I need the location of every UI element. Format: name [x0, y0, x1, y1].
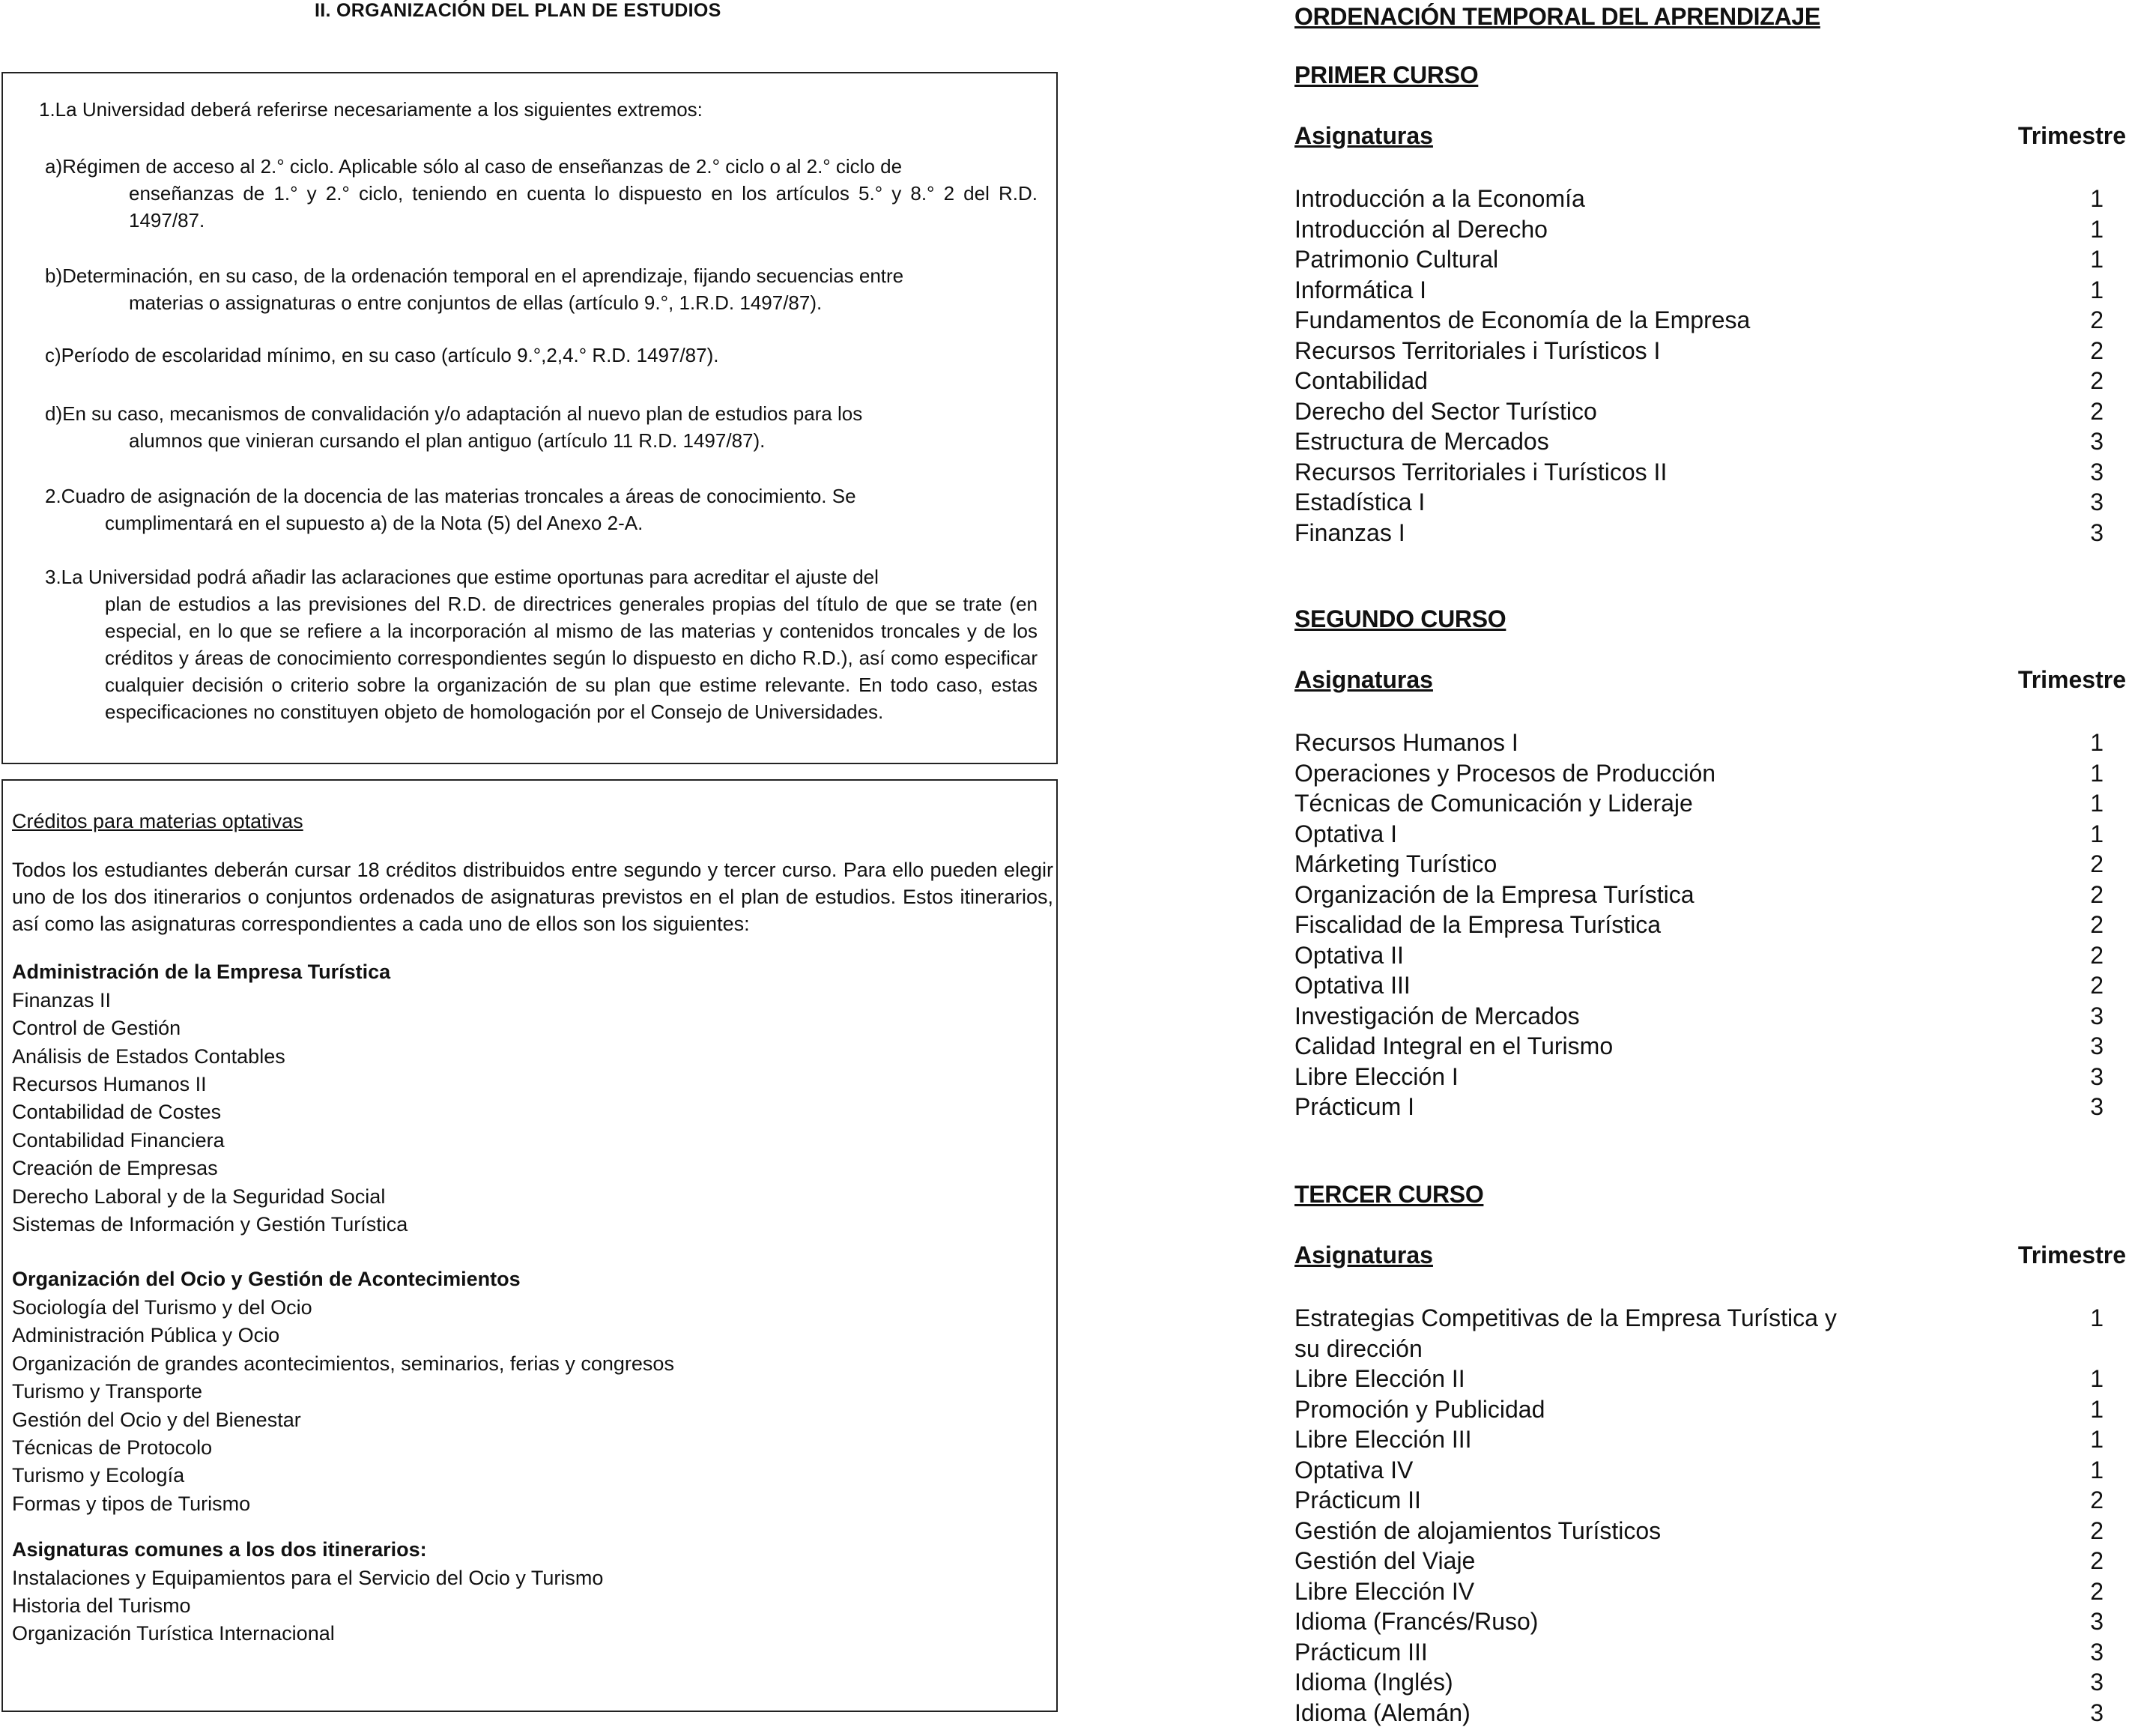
- course-title: TERCER CURSO: [1294, 1181, 1484, 1208]
- course-rows: [1294, 1303, 2126, 1728]
- instruction-b: [45, 262, 1038, 316]
- term-value: 2: [2090, 911, 2104, 938]
- subject-name: Optativa II: [1294, 941, 1404, 969]
- table-header: [1294, 1241, 2126, 1271]
- term-value: 2: [2090, 306, 2104, 333]
- table-row: [1294, 758, 2126, 789]
- table-row: [1294, 184, 2126, 214]
- term-value: 3: [2090, 1002, 2104, 1029]
- subject-name: Operaciones y Procesos de Producción: [1294, 759, 1716, 787]
- subject-name: Introducción al Derecho: [1294, 215, 1548, 243]
- subject-name: Gestión del Viaje: [1294, 1547, 1476, 1574]
- term-value: 1: [2090, 1365, 2104, 1392]
- table-row: [1294, 1546, 2126, 1576]
- column-subjects: Asignaturas: [1294, 666, 1433, 693]
- list-item: Contabilidad de Costes: [12, 1101, 222, 1124]
- table-row: [1294, 849, 2126, 880]
- term-value: 2: [2090, 1547, 2104, 1574]
- subject-name: Optativa IV: [1294, 1456, 1414, 1484]
- subject-name: Libre Elección II: [1294, 1365, 1465, 1392]
- itinerary-title: Administración de la Empresa Turística: [12, 961, 391, 984]
- term-value: 3: [2090, 1669, 2104, 1696]
- instruction-a-first: a)Régimen de acceso al 2.° ciclo. Aplicable sólo al caso de enseñanzas de 2.° ciclo o al 2.° ciclo de: [45, 155, 903, 178]
- optional-credits-title: Créditos para materias optativas: [12, 810, 303, 832]
- instruction-2: [45, 483, 1038, 536]
- table-row: [1294, 305, 2126, 336]
- subject-name: Técnicas de Comunicación y Lideraje: [1294, 790, 1693, 817]
- instruction-a: [45, 153, 1038, 234]
- schedule-title: ORDENACIÓN TEMPORAL DEL APRENDIZAJE: [1294, 3, 1820, 30]
- table-row: [1294, 1667, 2126, 1698]
- subject-name: Recursos Humanos I: [1294, 729, 1518, 756]
- list-item: Administración Pública y Ocio: [12, 1324, 280, 1347]
- list-item: Recursos Humanos II: [12, 1073, 207, 1096]
- subject-name: Promoción y Publicidad: [1294, 1395, 1545, 1423]
- subject-name: Prácticum II: [1294, 1487, 1421, 1513]
- term-value: 3: [2090, 1032, 2104, 1059]
- instruction-3: [45, 563, 1038, 725]
- table-row: [1294, 1394, 2126, 1425]
- term-value: 3: [2090, 1093, 2104, 1120]
- table-row: [1294, 1576, 2126, 1607]
- term-value: 1: [2090, 185, 2104, 212]
- list-item: Sistemas de Información y Gestión Turística: [12, 1213, 408, 1236]
- term-value: 2: [2090, 397, 2104, 425]
- subject-name: Estrategias Competitivas de la Empresa Turística y: [1294, 1304, 1837, 1331]
- subject-name: Organización de la Empresa Turística: [1294, 880, 1695, 908]
- optional-credits-intro: Todos los estudiantes deberán cursar 18 créditos distribuidos entre segundo y tercer curso. Para ello pueden elegir uno de los dos itinerarios o conjuntos ordenados de asignaturas previstos en el plan de estudios. Estos itinerarios, así como las asignaturas correspondientes a cada uno de ellos son los siguientes:: [12, 859, 1053, 936]
- table-row: [1294, 1001, 2126, 1032]
- list-item: Historia del Turismo: [12, 1594, 191, 1617]
- table-row: [1294, 1031, 2126, 1062]
- itinerary-title: Asignaturas comunes a los dos itinerarios:: [12, 1538, 427, 1561]
- term-value: 2: [2090, 1487, 2104, 1513]
- instruction-b-rest: materias o assignaturas o entre conjuntos de ellas (artículo 9.°, 1.R.D. 1497/87).: [129, 291, 823, 314]
- subject-name: Prácticum III: [1294, 1638, 1428, 1666]
- subject-name: Introducción a la Economía: [1294, 185, 1585, 212]
- course-title: PRIMER CURSO: [1294, 61, 1479, 88]
- subject-name: Estadística I: [1294, 489, 1426, 515]
- table-row: [1294, 788, 2126, 819]
- subject-name: Optativa III: [1294, 972, 1411, 999]
- subject-name: Calidad Integral en el Turismo: [1294, 1032, 1614, 1059]
- subject-name: Investigación de Mercados: [1294, 1002, 1580, 1029]
- instruction-d: [45, 400, 1038, 454]
- list-item: Análisis de Estados Contables: [12, 1044, 285, 1068]
- subject-name: Optativa I: [1294, 820, 1397, 847]
- term-value: 1: [2090, 215, 2104, 243]
- table-row: [1294, 214, 2126, 245]
- term-value: 1: [2090, 729, 2104, 756]
- term-value: 3: [2090, 428, 2104, 455]
- subject-name: Idioma (Inglés): [1294, 1669, 1453, 1696]
- subject-name: Finanzas I: [1294, 518, 1405, 546]
- subject-name: Idioma (Alemán): [1294, 1699, 1471, 1726]
- subject-name: Contabilidad: [1294, 367, 1428, 394]
- subject-name: su dirección: [1294, 1334, 1423, 1362]
- list-item: Control de Gestión: [12, 1017, 181, 1040]
- term-value: 2: [2090, 941, 2104, 969]
- list-item: Finanzas II: [12, 988, 112, 1011]
- table-row: [1294, 1424, 2126, 1455]
- term-value: 3: [2090, 489, 2104, 515]
- table-row: [1294, 1334, 2126, 1364]
- table-row: [1294, 457, 2126, 488]
- subject-name: Patrimonio Cultural: [1294, 246, 1499, 273]
- column-subjects: Asignaturas: [1294, 1241, 1433, 1268]
- list-item: Organización Turística Internacional: [12, 1622, 335, 1645]
- instruction-d-first: d)En su caso, mecanismos de convalidación y/o adaptación al nuevo plan de estudios para los: [45, 402, 863, 425]
- section-title: II. ORGANIZACIÓN DEL PLAN DE ESTUDIOS: [315, 0, 721, 21]
- table-row: [1294, 1303, 2126, 1334]
- term-value: 2: [2090, 1577, 2104, 1605]
- table-row: [1294, 426, 2126, 457]
- instruction-1: 1.La Universidad deberá referirse necesariamente a los siguientes extremos:: [39, 98, 703, 121]
- table-header: [1294, 666, 2126, 696]
- list-item: Instalaciones y Equipamientos para el Servicio del Ocio y Turismo: [12, 1566, 604, 1589]
- list-item: Formas y tipos de Turismo: [12, 1492, 251, 1515]
- table-row: [1294, 970, 2126, 1001]
- course-title: SEGUNDO CURSO: [1294, 605, 1506, 632]
- course-second: [1294, 605, 2126, 1122]
- table-row: [1294, 366, 2126, 396]
- table-row: [1294, 487, 2126, 518]
- table-header: [1294, 122, 2126, 152]
- subject-name: Derecho del Sector Turístico: [1294, 397, 1597, 425]
- itinerary-title: Organización del Ocio y Gestión de Acontecimientos: [12, 1268, 521, 1291]
- list-item: Turismo y Ecología: [12, 1464, 185, 1487]
- term-value: 3: [2090, 1638, 2104, 1666]
- table-row: [1294, 1606, 2126, 1637]
- instruction-a-rest: enseñanzas de 1.° y 2.° ciclo, teniendo en cuenta lo dispuesto en los artículos 5.° y 8.° 2 del R.D. 1497/87.: [129, 182, 1038, 232]
- term-value: 3: [2090, 518, 2104, 546]
- table-row: [1294, 940, 2126, 971]
- table-row: [1294, 1698, 2126, 1729]
- subject-name: Márketing Turístico: [1294, 850, 1497, 877]
- subject-name: Recursos Territoriales i Turísticos I: [1294, 336, 1661, 364]
- term-value: 3: [2090, 1608, 2104, 1635]
- list-item: Sociología del Turismo y del Ocio: [12, 1295, 312, 1319]
- term-value: 1: [2090, 1304, 2104, 1331]
- term-value: 2: [2090, 880, 2104, 908]
- itinerary-group: [12, 1536, 1053, 1648]
- term-value: 1: [2090, 820, 2104, 847]
- term-value: 2: [2090, 972, 2104, 999]
- optional-credits-box: [1, 779, 1058, 1712]
- instruction-2-first: 2.Cuadro de asignación de la docencia de las materias troncales a áreas de conocimiento. Se: [45, 485, 856, 507]
- term-value: 2: [2090, 850, 2104, 877]
- table-row: [1294, 1062, 2126, 1092]
- course-third: [1294, 1181, 2126, 1728]
- column-term: Trimestre: [2017, 122, 2126, 149]
- subject-name: Libre Elección IV: [1294, 1577, 1475, 1605]
- subject-name: Estructura de Mercados: [1294, 428, 1549, 455]
- course-rows: [1294, 184, 2126, 548]
- instruction-b-first: b)Determinación, en su caso, de la ordenación temporal en el aprendizaje, fijando secuencias entre: [45, 264, 904, 287]
- itinerary-group: [12, 1265, 1053, 1518]
- term-value: 2: [2090, 336, 2104, 364]
- term-value: 1: [2090, 790, 2104, 817]
- itinerary-group: [12, 958, 1053, 1239]
- term-value: 1: [2090, 759, 2104, 787]
- subject-name: Gestión de alojamientos Turísticos: [1294, 1516, 1662, 1544]
- list-item: Técnicas de Protocolo: [12, 1436, 213, 1459]
- list-item: Contabilidad Financiera: [12, 1128, 225, 1152]
- table-row: [1294, 819, 2126, 850]
- instruction-3-first: 3.La Universidad podrá añadir las aclaraciones que estime oportunas para acreditar el ajuste del: [45, 566, 879, 588]
- instruction-c: c)Período de escolaridad mínimo, en su caso (artículo 9.°,2,4.° R.D. 1497/87).: [45, 344, 719, 366]
- table-row: [1294, 518, 2126, 548]
- table-row: [1294, 1637, 2126, 1668]
- table-row: [1294, 1364, 2126, 1394]
- subject-name: Prácticum I: [1294, 1093, 1415, 1120]
- table-row: [1294, 336, 2126, 366]
- course-first: [1294, 61, 2126, 548]
- term-value: 2: [2090, 1516, 2104, 1544]
- list-item: Derecho Laboral y de la Seguridad Social: [12, 1185, 386, 1208]
- list-item: Organización de grandes acontecimientos, seminarios, ferias y congresos: [12, 1352, 674, 1375]
- optional-credits-content: [12, 808, 1053, 1648]
- table-row: [1294, 1455, 2126, 1486]
- subject-name: Libre Elección I: [1294, 1062, 1459, 1090]
- column-term: Trimestre: [2017, 1241, 2126, 1268]
- subject-name: Libre Elección III: [1294, 1426, 1472, 1453]
- term-value: 3: [2090, 1699, 2104, 1726]
- table-row: [1294, 1485, 2126, 1516]
- instruction-3-rest: plan de estudios a las previsiones del R.D. de directrices generales propias del título de que se trate (en especial, en lo que se refiere a la incorporación al mismo de las materias y contenidos troncales y de los créditos y áreas de conocimiento correspondientes según lo dispuesto en dicho R.D.), así como especificar cualquier decisión o criterio sobre la organización de su plan que estime relevante. En todo caso, estas especificaciones no constituyen objeto de homologación por el Consejo de Universidades.: [105, 593, 1038, 723]
- table-row: [1294, 244, 2126, 275]
- instruction-d-rest: alumnos que vinieran cursando el plan antiguo (artículo 11 R.D. 1497/87).: [129, 429, 766, 452]
- list-item: Turismo y Transporte: [12, 1380, 203, 1403]
- term-value: 3: [2090, 1062, 2104, 1090]
- table-row: [1294, 396, 2126, 427]
- table-row: [1294, 1092, 2126, 1122]
- subject-name: Fundamentos de Economía de la Empresa: [1294, 306, 1751, 333]
- instruction-2-rest: cumplimentará en el supuesto a) de la Nota (5) del Anexo 2-A.: [105, 512, 643, 534]
- subject-name: Idioma (Francés/Ruso): [1294, 1608, 1539, 1635]
- column-subjects: Asignaturas: [1294, 122, 1433, 149]
- term-value: 1: [2090, 1456, 2104, 1484]
- term-value: 2: [2090, 367, 2104, 394]
- table-row: [1294, 910, 2126, 940]
- subject-name: Informática I: [1294, 276, 1427, 303]
- subject-name: Fiscalidad de la Empresa Turística: [1294, 911, 1662, 938]
- term-value: 1: [2090, 1395, 2104, 1423]
- instructions-box: [1, 72, 1058, 764]
- table-row: [1294, 728, 2126, 758]
- column-term: Trimestre: [2017, 666, 2126, 693]
- term-value: 1: [2090, 276, 2104, 303]
- table-row: [1294, 1516, 2126, 1546]
- subject-name: Recursos Territoriales i Turísticos II: [1294, 458, 1668, 486]
- list-item: Creación de Empresas: [12, 1157, 218, 1180]
- term-value: 1: [2090, 1426, 2104, 1453]
- table-row: [1294, 275, 2126, 306]
- term-value: 1: [2090, 246, 2104, 273]
- list-item: Gestión del Ocio y del Bienestar: [12, 1408, 301, 1431]
- term-value: 3: [2090, 458, 2104, 486]
- table-row: [1294, 880, 2126, 910]
- course-rows: [1294, 728, 2126, 1122]
